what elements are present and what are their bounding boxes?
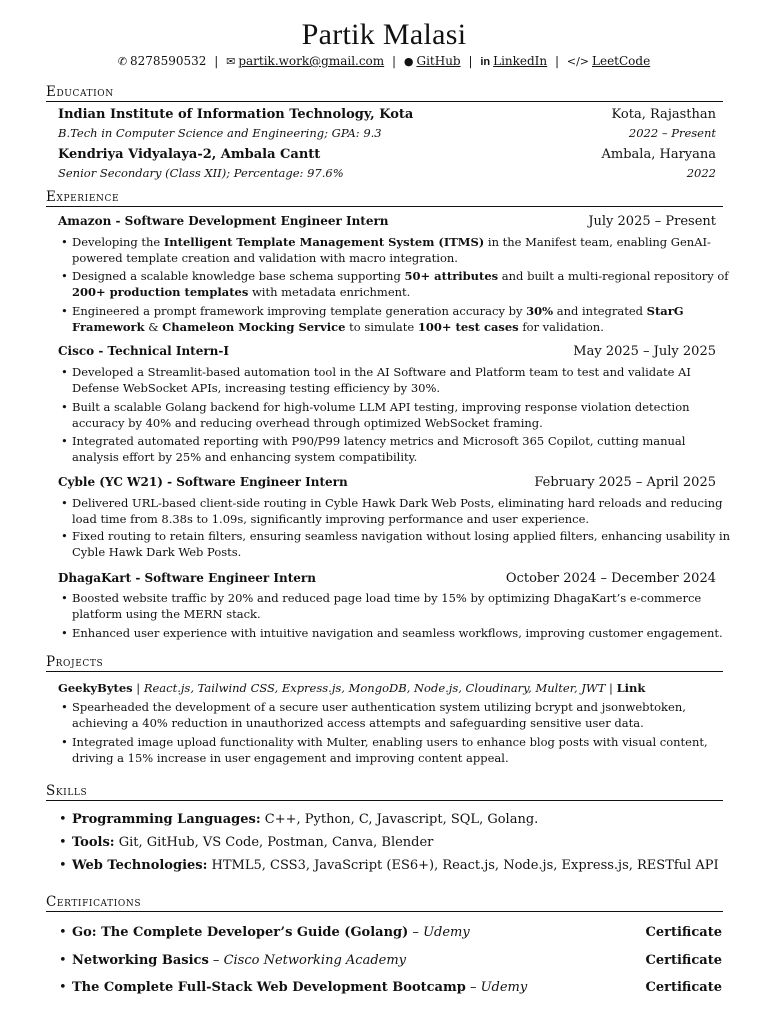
education-dates: 2022 – Present [628,126,716,140]
linkedin-link[interactable]: LinkedIn [493,54,548,68]
cert-source: Cisco Networking Academy [223,953,407,968]
project-bullet: • Spearheaded the development of a secure user authentication system utilizing bcrypt and jsonwebtoken, achieving a 40% reduction in unauthorized access attempts and safeguarding sensitive user data. [60,700,732,731]
experience-bullet: • Delivered URL-based client-side routing in Cyble Hawk Dark Web Posts, eliminating hard reloads and reducing load time from 8.38s to 1.09s, significantly improving performance and user experience. [60,496,732,527]
skill-item [58,858,719,873]
project-header: GeekyBytes | React.js, Tailwind CSS, Express.js, MongoDB, Node.js, Cloudinary, Multer, JWT | Link [58,681,646,695]
experience-bullet: • Enhanced user experience with intuitive navigation and seamless workflows, improving customer engagement. [60,626,732,642]
experience-item [58,571,716,586]
job-dates: February 2025 – April 2025 [534,475,716,490]
experience-bullet: • Developing the Intelligent Template Management System (ITMS) in the Manifest team, enabling GenAI-powered template creation and validation with macro integration. [60,235,732,266]
school-location: Kota, Rajasthan [611,107,716,122]
job-role: Cisco - Technical Intern-I [58,344,229,358]
section-heading-skills: Skills [46,783,723,801]
project-link[interactable]: Link [616,681,646,695]
skill-value: HTML5, CSS3, JavaScript (ES6+), React.js, Node.js, Express.js, RESTful API [211,858,719,873]
separator: | [214,54,219,68]
cert-link[interactable]: Certificate [645,980,722,995]
education-detail [58,126,716,140]
skill-item [58,835,433,850]
project-stack: React.js, Tailwind CSS, Express.js, MongoDB, Node.js, Cloudinary, Multer, JWT [143,681,606,695]
experience-bullet: • Designed a scalable knowledge base schema supporting 50+ attributes and built a multi-regional repository of 200+ production templates with metadata enrichment. [60,269,732,300]
section-heading-experience: Experience [46,189,723,207]
skill-label: Tools: [72,835,115,850]
phone-number: 8278590532 [130,54,207,68]
project-bullet: • Integrated image upload functionality with Multer, enabling users to enhance blog posts with visual content, driving a 15% increase in user engagement and improving content appeal. [60,735,732,766]
school-name: Indian Institute of Information Technology, Kota [58,107,414,122]
degree: B.Tech in Computer Science and Engineering; GPA: 9.3 [58,126,382,140]
job-role: DhagaKart - Software Engineer Intern [58,571,316,585]
school-location: Ambala, Haryana [601,147,716,162]
phone-icon: ✆ [117,55,128,68]
experience-item [58,475,716,490]
experience-bullet: • Integrated automated reporting with P90/P99 latency metrics and Microsoft 365 Copilot, cutting manual analysis effort by 25% and enhancing system compatibility. [60,434,732,465]
certification-item: • The Complete Full-Stack Web Development Bootcamp – Udemy Certificate [58,980,722,995]
separator: | [554,54,560,68]
education-item [58,107,716,122]
cert-source: Udemy [423,925,470,940]
separator: | [392,54,397,68]
skill-value: C++, Python, C, Javascript, SQL, Golang. [264,812,539,827]
job-dates: July 2025 – Present [588,214,716,229]
degree: Senior Secondary (Class XII); Percentage: 97.6% [58,166,344,180]
cert-link[interactable]: Certificate [645,925,722,940]
school-name: Kendriya Vidyalaya-2, Ambala Cantt [58,147,321,162]
skill-item [58,812,538,827]
mail-icon: ✉ [226,55,236,68]
cert-name: The Complete Full-Stack Web Development Bootcamp [72,980,466,995]
project-name: GeekyBytes [58,681,133,695]
cert-link[interactable]: Certificate [645,953,722,968]
section-heading-projects: Projects [46,654,723,672]
separator: | [468,54,473,68]
cert-name: Go: The Complete Developer’s Guide (Golang) [72,925,409,940]
leetcode-link[interactable]: LeetCode [592,54,651,68]
certification-item: • Go: The Complete Developer’s Guide (Golang) – Udemy Certificate [58,925,722,940]
experience-item [58,214,716,229]
education-detail [58,166,716,180]
cert-source: Udemy [480,980,528,995]
github-link[interactable]: GitHub [416,54,461,68]
section-heading-certifications: Certifications [46,894,723,912]
email-link[interactable]: partik.work@gmail.com [238,54,385,68]
experience-bullet: • Fixed routing to retain filters, ensuring seamless navigation without losing applied filters, enhancing usability in Cyble Hawk Dark Web Posts. [60,529,732,560]
candidate-name: Partik Malasi [301,18,467,51]
education-item [58,147,716,162]
section-heading-education: Education [46,84,723,102]
education-dates: 2022 [686,166,716,180]
github-icon: ● [403,55,414,68]
experience-bullet: • Engineered a prompt framework improving template generation accuracy by 30% and integrated StarG Framework & Chameleon Mocking Service to simulate 100+ test cases for validation. [60,304,732,335]
experience-bullet: • Built a scalable Golang backend for high-volume LLM API testing, improving response violation detection accuracy by 40% and reducing overhead through optimized WebSocket framing. [60,400,732,431]
job-role: Cyble (YC W21) - Software Engineer Intern [58,475,348,489]
contact-line [0,54,768,68]
job-dates: May 2025 – July 2025 [573,344,716,359]
linkedin-icon: in [480,56,491,68]
skill-label: Programming Languages: [72,812,261,827]
certification-item: • Networking Basics – Cisco Networking Academy Certificate [58,953,722,968]
job-role: Amazon - Software Development Engineer Intern [58,214,389,228]
experience-item [58,344,716,359]
job-dates: October 2024 – December 2024 [505,571,716,586]
experience-bullet: • Developed a Streamlit-based automation tool in the AI Software and Platform team to test and validate AI Defense WebSocket APIs, increasing testing efficiency by 30%. [60,365,732,396]
cert-name: Networking Basics [72,953,209,968]
code-icon: </> [566,55,589,68]
skill-value: Git, GitHub, VS Code, Postman, Canva, Blender [118,835,434,850]
skill-label: Web Technologies: [72,858,208,873]
experience-bullet: • Boosted website traffic by 20% and reduced page load time by 15% by optimizing DhagaKart’s e-commerce platform using the MERN stack. [60,591,732,622]
